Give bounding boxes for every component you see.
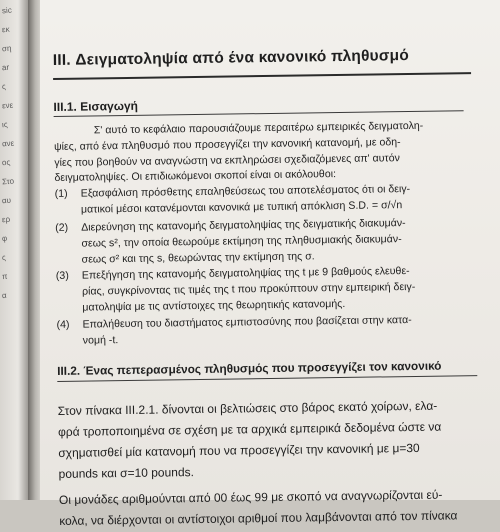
facing-page-fragment: ση: [1, 43, 12, 54]
section-2-title: III.2. Ένας πεπερασμένος πληθυσμός που προσεγγίζει τον κανονικό: [57, 358, 442, 378]
list-item-line: νομή -t.: [82, 333, 119, 347]
list-item-1: [55, 181, 475, 219]
section-1-intro: [54, 118, 475, 187]
list-item-line: Εξασφάλιση πρόσθετης επαληθεύσεως του αποτελέσματος ότι οι δειγ-: [80, 183, 411, 200]
list-item-line: ματικοί μέσοι κατανέμονται κανονικά με τυπική απόκλιση S.D. = σ/√n: [80, 198, 403, 216]
list-item-3: [56, 263, 477, 317]
facing-page-strip: [0, 0, 30, 500]
chapter-title-rule: [53, 72, 471, 80]
section-2-paragraph-2: [59, 484, 490, 532]
list-item-line: σεως s², την οποία θεωρούμε εκτίμηση της πληθυσμιακής διακυμάν-: [81, 232, 402, 250]
intro-line: Σ' αυτό το κεφάλαιο παρουσιάζουμε περαιτέρω εμπειρικές δειγματολη-: [93, 119, 424, 137]
paragraph-line: φρά τροποποιημένα σε σχέση με τα αρχικά εμπειρικά δεδομένα ώστε να: [57, 419, 442, 439]
list-item-line: Επεξήγηση της κατανομής δειγματοληψίας της t με 9 βαθμούς ελευθε-: [81, 265, 410, 282]
facing-page-fragment: ενε: [1, 100, 14, 111]
list-item-number: (2): [55, 221, 69, 234]
paragraph-line: σχηματισθεί μία κατανομή που να προσεγγίζει την κανονική με μ=30: [58, 440, 420, 460]
facing-page-fragment: ς: [1, 81, 7, 92]
facing-page-fragment: εκ: [1, 24, 10, 35]
paragraph-line: pounds και σ=10 pounds.: [58, 465, 194, 481]
list-item-line: ρίας, συγκρίνοντας τις τιμές της t που προκύπτουν στην εμπειρική δειγ-: [81, 280, 416, 298]
list-item-2: [55, 215, 476, 269]
facing-page-fragment: ερ: [1, 214, 11, 225]
intro-line: δειγματοληψίες. Οι επιδιωκόμενοι σκοποί είναι οι ακόλουθοι:: [54, 168, 337, 185]
facing-page-fragment: π: [1, 271, 8, 282]
facing-page-fragment: φ: [1, 233, 8, 244]
list-item-line: Διερεύνηση της κατανομής δειγματοληψίας της δειγματικής διακυμάν-: [81, 217, 406, 234]
paragraph-line: Στον πίνακα III.2.1. δίνονται οι βελτιώσεις στο βάρος εκατό χοίρων, ελα-: [57, 398, 438, 418]
list-item-line: ματοληψία με τις αντίστοιχες της θεωρητικής κατανομής.: [82, 297, 346, 314]
facing-page-fragment: ανε: [1, 138, 15, 149]
facing-page-fragment: ις: [1, 119, 8, 130]
book-page: [40, 0, 500, 528]
section-1-title: III.1. Εισαγωγή: [53, 98, 139, 114]
facing-page-fragment: ar: [1, 62, 10, 73]
facing-page-fragment: ς: [1, 252, 7, 263]
facing-page-fragment: ος: [1, 157, 11, 168]
facing-page-fragment: α: [1, 290, 7, 301]
list-item-line: σεως σ² και της s, θεωρώντας την εκτίμηση της σ.: [81, 249, 315, 266]
list-item-number: (1): [54, 187, 68, 200]
chapter-title: III. Δειγματοληψία από ένα κανονικό πληθυσμό: [52, 47, 410, 69]
section-2-paragraph-1: [58, 395, 489, 485]
facing-page-fragment: Στο: [1, 176, 15, 187]
list-item-number: (4): [56, 318, 70, 331]
list-item-4: [56, 312, 476, 350]
intro-line: γίες που βοηθούν να αναγνώστη να εκπληρώσει σχεδιαζόμενες απ' αυτόν: [54, 151, 400, 169]
paragraph-line: κολα, να διέρχονται οι αντίστοιχοι αριθμοί που λαμβάνονται από τον πίνακα: [59, 508, 458, 528]
facing-page-fragment: sic: [1, 5, 13, 16]
list-item-number: (3): [55, 269, 69, 282]
facing-page-fragment: αυ: [1, 195, 12, 206]
list-item-line: Επαλήθευση του διαστήματος εμπιστοσύνης που βασίζεται στην κατα-: [82, 314, 412, 331]
intro-line: ψίες, από ένα πληθυσμό που προσεγγίζει την κανονική κατανομή, με οδη-: [53, 135, 401, 153]
paragraph-line: Οι μονάδες αριθμούνται από 00 έως 99 με σκοπό να αναγνωρίζονται εύ-: [58, 487, 443, 507]
